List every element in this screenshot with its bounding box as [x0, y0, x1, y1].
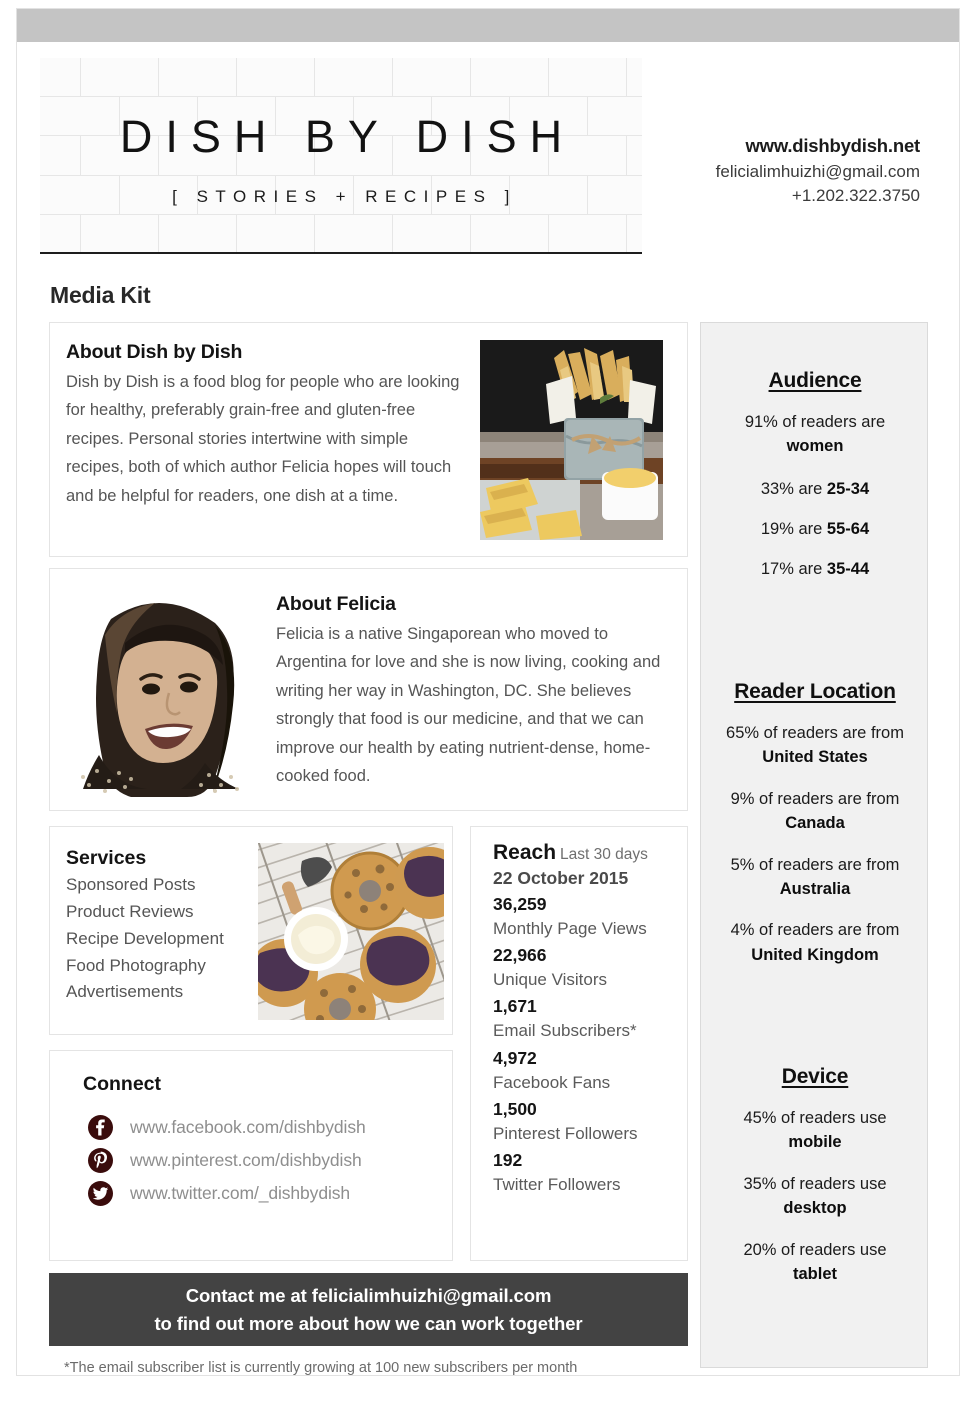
audience-age-pre: 19% are	[760, 519, 827, 538]
twitter-icon[interactable]	[88, 1181, 113, 1206]
audience-primary-stat	[701, 410, 929, 459]
audience-age-range: 55-64	[826, 519, 870, 538]
connect-card	[49, 1050, 453, 1261]
service-item: Recipe Development	[66, 928, 224, 948]
services-heading: Services	[66, 847, 147, 869]
reader-location-section	[701, 680, 929, 967]
contact-banner-line2: to find out more about how we can work together	[154, 1312, 583, 1334]
services-card	[49, 826, 453, 1035]
service-item: Advertisements	[66, 982, 184, 1002]
twitter-url[interactable]: www.twitter.com/_dishbydish	[130, 1183, 351, 1203]
potato-wedges-photo	[480, 340, 663, 540]
location-country: United Kingdom	[751, 945, 879, 964]
device-name: desktop	[783, 1199, 847, 1218]
audience-age-pre: 17% are	[760, 559, 827, 578]
audience-heading: Audience	[768, 369, 862, 392]
reach-value: 1,500	[493, 1099, 537, 1120]
reach-label: Pinterest Followers	[493, 1123, 638, 1143]
location-row	[701, 918, 929, 967]
location-line1: 4% of readers are from	[730, 921, 900, 940]
reach-title: Reach	[493, 841, 557, 864]
email-address[interactable]: felicialimhuizhi@gmail.com	[715, 161, 920, 181]
reach-date: 22 October 2015	[493, 868, 629, 888]
audience-section	[701, 369, 929, 579]
audience-primary-line1: 91% of readers are	[744, 413, 886, 431]
footnote: *The email subscriber list is currently growing at 100 new subscribers per month	[64, 1360, 578, 1376]
location-country: Australia	[779, 880, 851, 899]
reach-card	[470, 826, 688, 1261]
device-line1: 20% of readers use	[743, 1240, 887, 1259]
device-name: tablet	[792, 1265, 837, 1284]
social-links	[88, 1111, 366, 1210]
logo-title: DISH BY DISH	[119, 111, 576, 162]
location-row	[701, 853, 929, 902]
device-row	[701, 1106, 929, 1155]
reach-value: 36,259	[493, 893, 547, 914]
audience-age-pre: 33% are	[760, 479, 827, 498]
reach-label: Monthly Page Views	[493, 918, 647, 938]
pinterest-icon[interactable]	[88, 1148, 113, 1173]
audience-age-row	[701, 520, 929, 539]
device-heading: Device	[781, 1065, 849, 1088]
audience-age-range: 35-44	[826, 559, 870, 578]
reach-label: Facebook Fans	[493, 1072, 611, 1092]
reader-location-heading: Reader Location	[734, 680, 896, 703]
audience-age-range: 25-34	[826, 479, 870, 498]
device-row	[701, 1238, 929, 1287]
social-link-pinterest[interactable]	[88, 1144, 366, 1177]
facebook-url[interactable]: www.facebook.com/dishbydish	[130, 1117, 366, 1137]
reach-stats	[493, 841, 679, 1200]
about-blog-heading: About Dish by Dish	[66, 341, 243, 363]
page-title: Media Kit	[50, 282, 151, 308]
service-item: Product Reviews	[66, 901, 194, 921]
location-row	[701, 787, 929, 836]
device-section	[701, 1065, 929, 1286]
contact-banner-line1: Contact me at felicialimhuizhi@gmail.com	[185, 1284, 552, 1306]
device-name: mobile	[788, 1133, 842, 1152]
social-link-twitter[interactable]	[88, 1177, 366, 1210]
about-author-heading: About Felicia	[276, 593, 396, 615]
reach-value: 192	[493, 1150, 523, 1171]
about-author-body: Felicia is a native Singaporean who moved to Argentina for love and she is now living, cooking and writing her way in Washington, DC. She believes strongly that food is our medicine, and that we can improve our health by eating nutrient-dense, home-cooked food.	[276, 625, 661, 785]
pinterest-url[interactable]: www.pinterest.com/dishbydish	[130, 1150, 362, 1170]
header	[40, 58, 920, 263]
logo-block	[40, 58, 642, 254]
about-blog-text	[66, 341, 460, 510]
about-blog-card	[49, 322, 688, 557]
connect-heading: Connect	[83, 1073, 161, 1095]
location-row	[701, 721, 929, 770]
reach-value: 22,966	[493, 945, 547, 966]
device-line1: 45% of readers use	[743, 1109, 887, 1127]
reach-value: 1,671	[493, 996, 537, 1017]
location-country: United States	[762, 748, 868, 767]
stats-sidebar	[700, 322, 928, 1368]
reach-header	[493, 841, 679, 865]
location-line1: 5% of readers are from	[730, 855, 900, 874]
top-gray-bar	[17, 9, 959, 42]
reach-label: Twitter Followers	[493, 1175, 621, 1195]
reach-label: Unique Visitors	[493, 970, 608, 989]
logo-tagline: [ STORIES + RECIPES ]	[172, 187, 517, 206]
services-list	[66, 847, 251, 1006]
facebook-icon[interactable]	[88, 1115, 113, 1140]
audience-primary-line2: women	[786, 437, 844, 456]
social-link-facebook[interactable]	[88, 1111, 366, 1144]
reach-label: Email Subscribers*	[493, 1021, 637, 1041]
location-line1: 65% of readers are from	[726, 724, 904, 742]
about-author-card	[49, 568, 688, 811]
contact-banner	[49, 1273, 688, 1346]
reach-value: 4,972	[493, 1047, 537, 1068]
about-author-text	[276, 593, 668, 790]
donuts-photo	[258, 843, 444, 1020]
reach-period: Last 30 days	[560, 846, 648, 863]
audience-age-row	[701, 480, 929, 499]
audience-age-row	[701, 560, 929, 579]
service-item: Sponsored Posts	[66, 875, 196, 894]
device-row	[701, 1172, 929, 1221]
about-blog-body: Dish by Dish is a food blog for people who are looking for healthy, preferably grain-free and gluten-free recipes. Personal stories intertwine with simple recipes, both of which author Felicia hopes will touch and be helpful for readers, one dish at a time.	[66, 373, 460, 505]
device-line1: 35% of readers use	[743, 1174, 887, 1193]
felicia-portrait-photo	[59, 585, 264, 797]
location-country: Canada	[785, 814, 845, 833]
service-item: Food Photography	[66, 955, 206, 975]
location-line1: 9% of readers are from	[730, 789, 900, 808]
website-url[interactable]: www.dishbydish.net	[745, 135, 920, 156]
phone-number[interactable]: +1.202.322.3750	[791, 186, 920, 206]
header-contact-info	[655, 133, 920, 209]
